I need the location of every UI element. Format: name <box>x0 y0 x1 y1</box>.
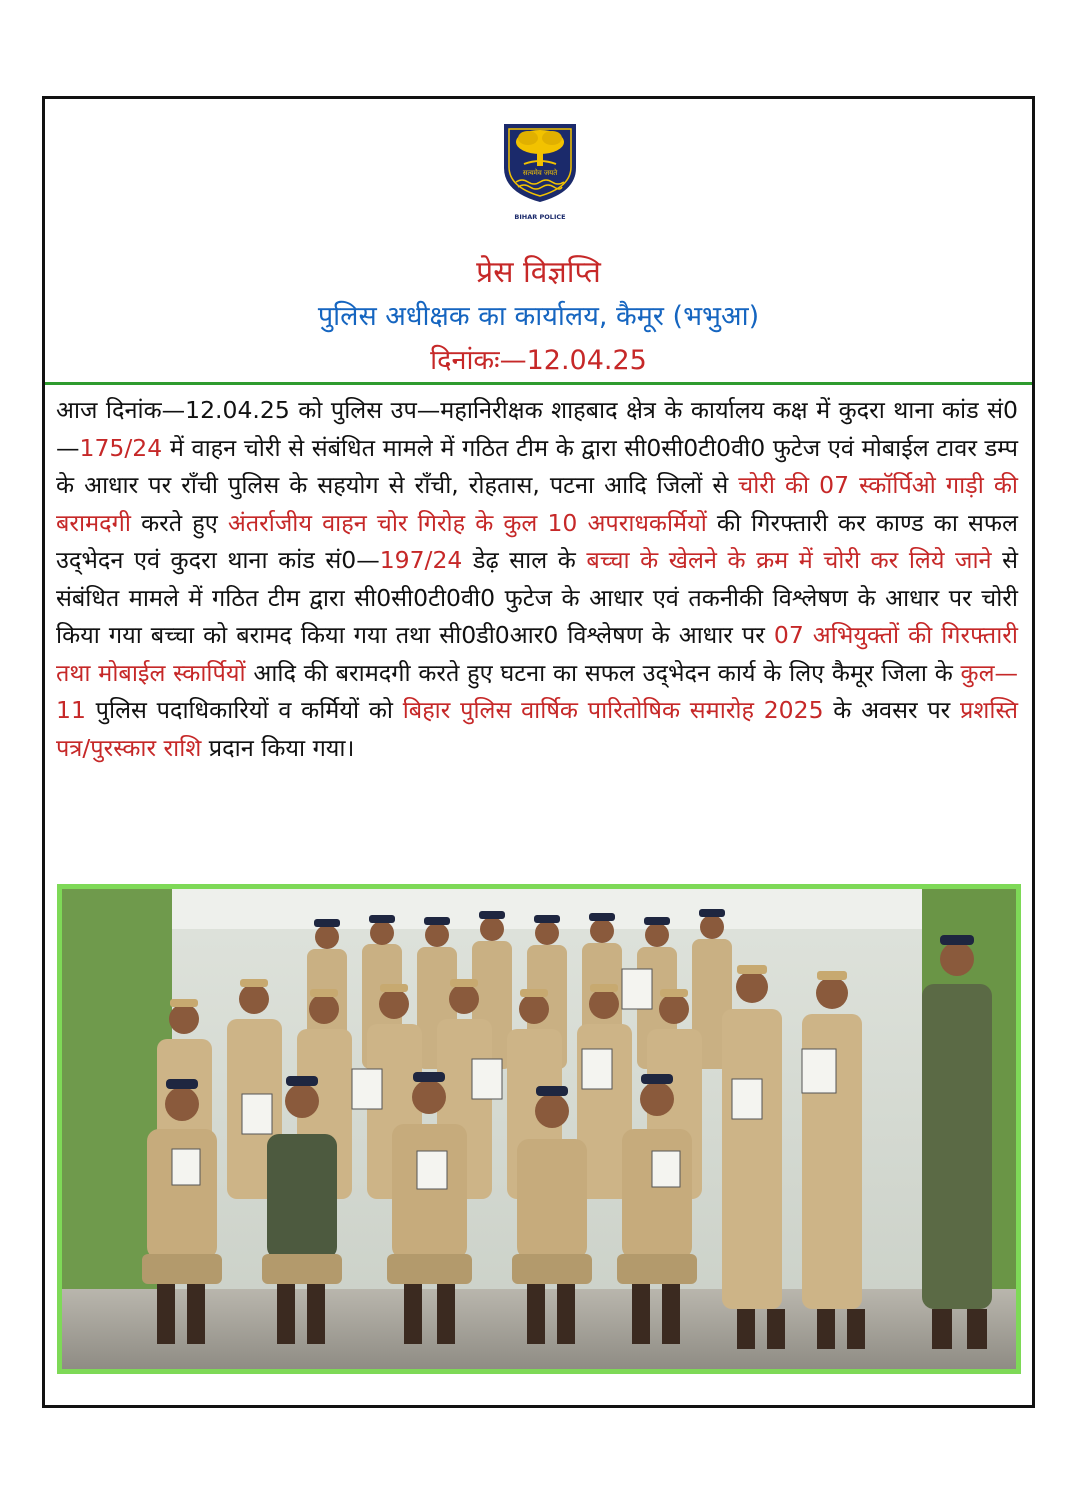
divider-line <box>45 382 1032 385</box>
press-release-title: प्रेस विज्ञप्ति <box>476 255 601 290</box>
body-text-segment: पुलिस पदाधिकारियों व कर्मियों को <box>85 696 403 724</box>
body-text-segment: से संबंधित मामले में गठित टीम द्वारा सी0सी0टी0वी0 फुटेज के आधार एवं तकनीकी विश्लेषण के आधार पर चोरी किया गया बच्चा को बरामद किया गया तथा सी0डी0आर0 विश्लेषण के आधार पर <box>56 546 1019 649</box>
body-text-segment: डेढ़ साल के <box>462 546 587 574</box>
bihar-police-emblem-icon <box>500 118 580 224</box>
press-release-body <box>56 392 1018 767</box>
case-number-highlight: 175/24 <box>79 433 163 462</box>
total-officers-highlight: कुल—11 <box>56 658 1018 724</box>
body-text-segment: आज दिनांक—12.04.25 को पुलिस उप—महानिरीक्षक शाहबाद क्षेत्र के कार्यालय कक्ष में कुदरा थाना कांड सं0— <box>56 396 1018 462</box>
ceremony-highlight: बिहार पुलिस वार्षिक पारितोषिक समारोह 2025 <box>402 696 824 724</box>
body-text-segment: के अवसर पर <box>823 696 961 724</box>
gang-highlight: अंतर्राजीय वाहन चोर गिरोह के कुल 10 अपराधकर्मियों <box>227 508 707 537</box>
group-photo-police-officers-image <box>62 889 1016 1369</box>
office-name: पुलिस अधीक्षक का कार्यालय, कैमूर (भभुआ) <box>317 301 760 332</box>
body-text-segment: प्रदान किया गया। <box>201 733 355 762</box>
child-theft-highlight: बच्चा के खेलने के क्रम में चोरी कर लिये जाने <box>586 546 992 574</box>
body-text-segment: करते हुए <box>130 508 228 537</box>
release-date: दिनांकः—12.04.25 <box>430 345 647 376</box>
body-text-segment: की गिरफ्तारी कर काण्ड का सफल उद्‌भेदन एवं कुदरा थाना कांड सं0— <box>56 508 1018 574</box>
logo-motto: सत्यमेव जयते <box>522 169 558 177</box>
case-number-highlight-2: 197/24 <box>379 546 463 574</box>
recovery-highlight: चोरी की 07 स्कॉर्पिओ गाड़ी की बरामदगी <box>56 471 1018 537</box>
body-text-segment: में वाहन चोरी से संबंधित मामले में गठित टीम के द्वारा सी0सी0टी0वी0 फुटेज एवं मोबाईल टावर डम्प के आधार पर राँची पुलिस के सहयोग से राँची, रोहतास, पटना आदि जिलों से <box>56 433 1018 499</box>
award-highlight: प्रशस्ति पत्र/पुरस्कार राशि <box>56 696 1019 762</box>
body-text-segment: आदि की बरामदगी करते हुए घटना का सफल उद्‌भेदन कार्य के लिए कैमूर जिला के <box>245 658 961 687</box>
arrest-highlight: 07 अभियुक्तों की गिरफ्तारी तथा मोबाईल स्कार्पियों <box>56 621 1018 687</box>
logo-caption: BIHAR POLICE <box>514 213 566 221</box>
group-photo <box>57 884 1021 1374</box>
